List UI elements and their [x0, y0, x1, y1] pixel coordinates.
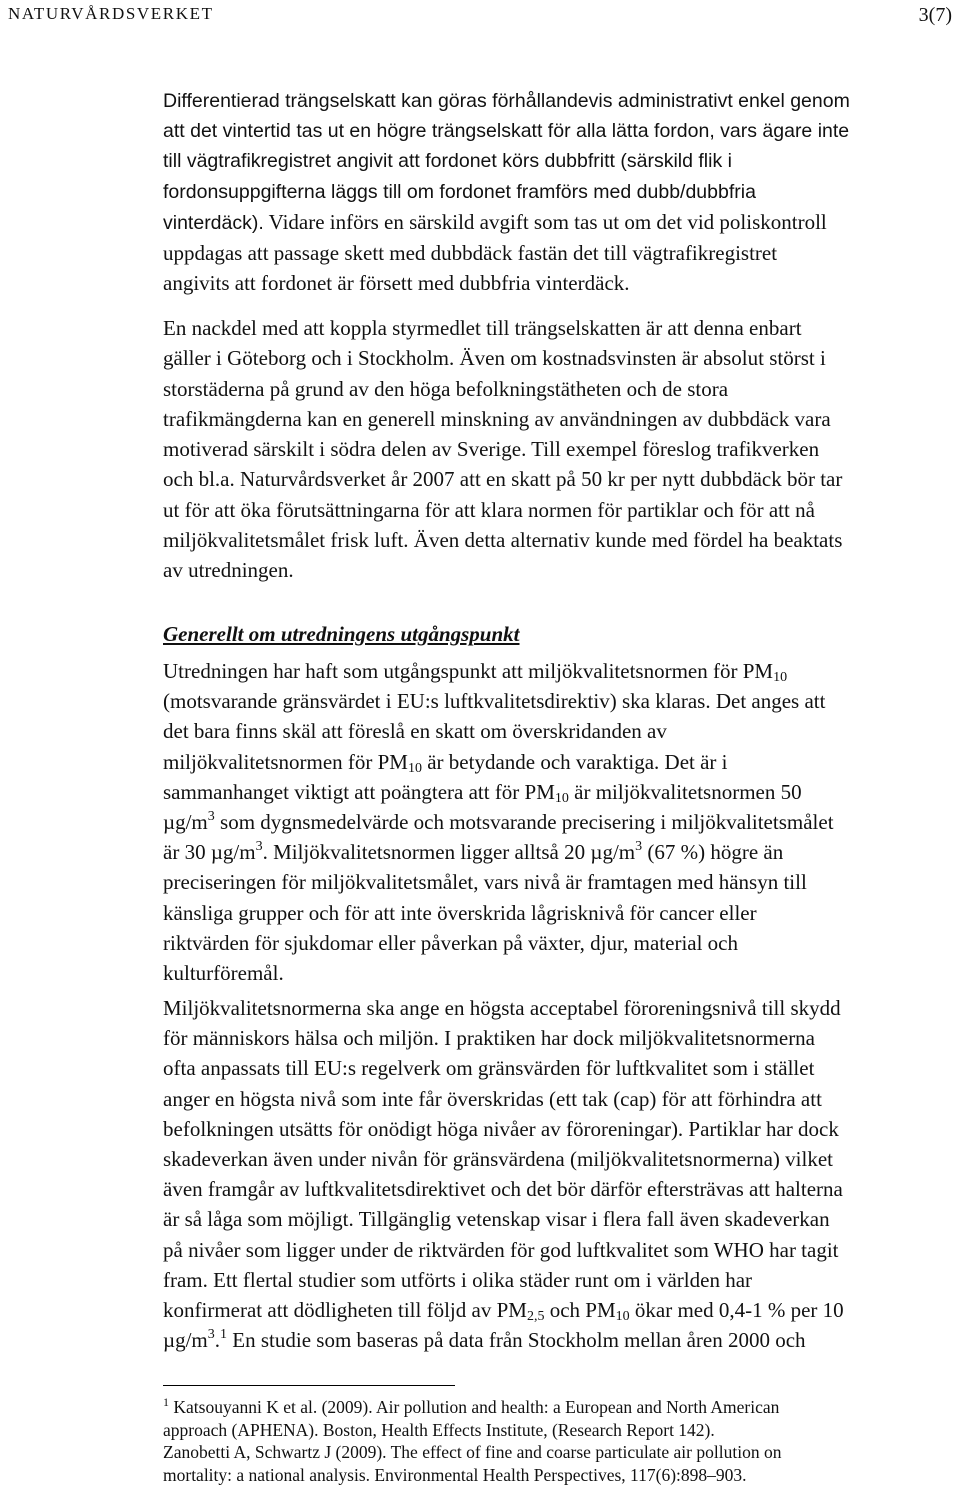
text-segment: är miljökvalitetsnormen 50	[568, 779, 802, 804]
text-line: det bara finns skäl att föreslå en skatt om överskridanden av	[163, 719, 667, 744]
text-line: storstäderna på grund av den höga befolkningstätheten och de stora	[163, 376, 729, 401]
text-line: och bl.a. Naturvårdsverket år 2007 att en skatt på 50 kr per nytt dubbdäck bör tar	[163, 467, 843, 492]
text-line: till vägtrafikregistret angivit att fordonet körs dubbfritt (särskild flik i	[163, 150, 732, 173]
text-segment: och PM	[544, 1298, 616, 1323]
text-segment: är 30 µg/m	[163, 840, 256, 865]
text-line: fordonsuppgifterna läggs till om fordonet framförs med dubb/dubbfria	[163, 180, 756, 203]
text-line: riktvärden för sjukdomar eller påverkan på växter, djur, material och	[163, 930, 738, 955]
text-line: även framgår av luftkvalitetsdirektivet och det bör därför eftersträvas att halterna	[163, 1177, 843, 1202]
text-line: skadeverkan även under nivån för gränsvärdena (miljökvalitetsnormerna) vilket	[163, 1147, 834, 1172]
text-line: gäller i Göteborg och i Stockholm. Även om kostnadsvinsten är absolut störst i	[163, 346, 826, 371]
footnote	[163, 1396, 781, 1486]
text-line: Differentierad trängselskatt kan göras förhållandevis administrativt enkel genom	[163, 90, 850, 112]
text-line: befolkningen utsätts för onödigt höga nivåer av föroreningar). Partiklar har dock	[163, 1116, 839, 1141]
text-segment: Utredningen har haft som utgångspunkt att miljökvalitetsnormen för PM	[163, 659, 774, 683]
text-line: på nivåer som ligger under de riktvärden för god luftkvalitet som WHO har tagit	[163, 1237, 839, 1262]
text-segment: Vidare införs en särskild avgift som tas ut om det vid poliskontroll	[263, 209, 827, 234]
text-segment: (67 %) högre än	[642, 840, 784, 865]
text-line: preciseringen för miljökvalitetsmålet, vars nivå är framtagen med hänsyn till	[163, 870, 807, 895]
subscript: 10	[554, 790, 569, 806]
text-segment: µg/m	[163, 810, 208, 835]
footnote-reference[interactable]: 1	[220, 1327, 228, 1343]
footnote-line	[163, 1396, 781, 1419]
text-segment: ökar med 0,4-1 % per 10	[629, 1298, 844, 1323]
text-segment: . Miljökvalitetsnormen ligger alltså 20 µg/m	[262, 840, 636, 865]
header-organization: NATURVÅRDSVERKET	[8, 4, 214, 23]
text-line: (motsvarande gränsvärdet i EU:s luftkvalitetsdirektiv) ska klaras. Det anges att	[163, 689, 826, 714]
text-line: att det vintertid tas ut en högre trängselskatt för alla lätta fordon, vars ägare inte	[163, 120, 850, 143]
text-line: känsliga grupper och för att inte överskrida lågrisknivå för cancer eller	[163, 900, 757, 925]
text-line: trafikmängderna kan en generell minskning av användningen av dubbdäck vara	[163, 406, 831, 431]
paragraph-1	[163, 86, 960, 298]
subscript: 2,5	[526, 1309, 545, 1325]
paragraph-4	[163, 993, 960, 1355]
text-segment: sammanhanget viktigt att poängtera att för PM	[163, 779, 555, 804]
text-segment: µg/m	[163, 1328, 208, 1353]
footnote-line: Zanobetti A, Schwartz J (2009). The effect of fine and coarse particulate air pollution on	[163, 1442, 782, 1463]
text-line: ut för att öka förutsättningarna för att klara normen för partiklar och för att nå	[163, 497, 815, 522]
text-line	[163, 807, 960, 837]
subscript: 10	[773, 670, 788, 685]
text-line: En nackdel med att koppla styrmedlet till trängselskatten är att denna enbart	[163, 316, 802, 340]
footnote-line: mortality: a national analysis. Environmental Health Perspectives, 117(6):898–903.	[163, 1464, 747, 1485]
text-line: kulturföremål.	[163, 961, 284, 986]
text-line: för människors hälsa och miljön. I praktiken har dock miljökvalitetsnormerna	[163, 1026, 816, 1051]
superscript: 3	[635, 839, 643, 855]
subscript: 10	[615, 1309, 630, 1325]
text-line	[163, 777, 960, 807]
header-page-number: 3(7)	[918, 4, 952, 26]
text-line	[163, 837, 960, 867]
text-line: Miljökvalitetsnormerna ska ange en högsta acceptabel föroreningsnivå till skydd	[163, 996, 841, 1020]
text-segment: Katsouyanni K et al. (2009). Air pollution and health: a European and North American	[169, 1397, 780, 1417]
footnote-divider	[163, 1385, 455, 1386]
superscript: 3	[207, 1327, 215, 1343]
text-line: uppdagas att passage skett med dubbdäck fastän det till vägtrafikregistret	[163, 241, 778, 266]
text-segment: konfirmerat att dödligheten till följd av PM	[163, 1298, 527, 1323]
text-line: anger en högsta nivå som inte får överskridas (ett tak (cap) för att förhindra att	[163, 1086, 822, 1111]
text-line: miljökvalitetsmålet frisk luft. Även detta alternativ kunde med fördel ha beaktats	[163, 528, 843, 553]
text-line: är så låga som möjligt. Tillgänglig vetenskap visar i flera fall även skadeverkan	[163, 1207, 830, 1232]
text-line: ofta anpassats till EU:s regelverk om gränsvärden för luftkvalitet som i stället	[163, 1056, 815, 1081]
text-line: fram. Ett flertal studier som utförts i olika städer runt om i världen har	[163, 1267, 753, 1292]
text-line: motiverad särskilt i södra delen av Sverige. Till exempel föreslog trafikverken	[163, 437, 820, 462]
text-segment: är betydande och varaktiga. Det är i	[421, 749, 728, 774]
section-heading: Generellt om utredningens utgångspunkt	[163, 622, 520, 646]
text-line	[163, 747, 960, 777]
paragraph-2	[163, 313, 960, 586]
text-line	[163, 656, 960, 686]
superscript: 3	[255, 839, 263, 855]
text-line: angivits att fordonet är försett med dubbfria vinterdäck.	[163, 271, 630, 296]
text-segment: .	[214, 1328, 221, 1353]
paragraph-3	[163, 656, 960, 988]
text-line	[163, 1295, 960, 1325]
text-line: av utredningen.	[163, 558, 294, 583]
footnote-mark: 1	[163, 1395, 169, 1409]
subscript: 10	[407, 760, 422, 776]
text-line	[163, 207, 960, 238]
superscript: 3	[207, 809, 215, 825]
text-segment: som dygnsmedelvärde och motsvarande precisering i miljökvalitetsmålet	[214, 810, 834, 835]
text-segment: vinterdäck).	[163, 211, 264, 234]
text-segment: En studie som baseras på data från Stockholm mellan åren 2000 och	[227, 1328, 806, 1353]
text-line	[163, 1325, 960, 1355]
text-segment: miljökvalitetsnormen för PM	[163, 749, 408, 774]
footnote-line: approach (APHENA). Boston, Health Effects Institute, (Research Report 142).	[163, 1419, 715, 1440]
